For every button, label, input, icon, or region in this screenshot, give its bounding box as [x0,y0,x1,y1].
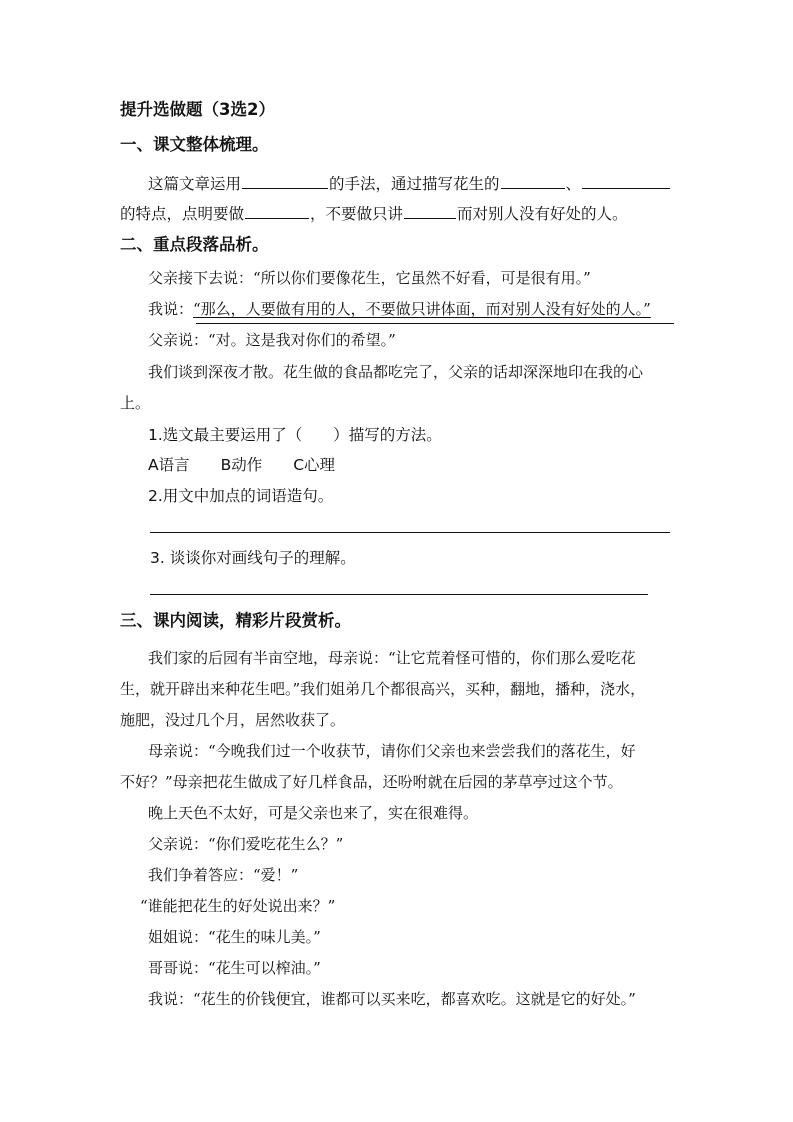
question-3: 3. 谈谈你对画线句子的理解。 [150,549,356,567]
section3-heading: 三、课内阅读，精彩片段赏析。 [120,611,351,630]
reading-line: 生，就开辟出来种花生吧。”我们姐弟几个都很高兴，买种，翻地，播种，浇水， [120,680,646,698]
text: 这篇文章运用 [148,175,242,193]
answer-line-2[interactable] [150,594,648,595]
answer-blank-1[interactable] [242,172,328,189]
reading-line: 父亲说：“你们爱吃花生么？” [148,835,344,853]
answer-blank-2[interactable] [501,172,565,189]
question-1-options: A语言 B动作 C心理 [148,456,336,474]
passage-p4-line1: 我们谈到深夜才散。花生做的食品都吃完了，父亲的话却深深地印在我的心 [148,363,644,381]
page-title: 提升选做题（3选2） [120,100,275,119]
passage-p2 [148,299,651,319]
reading-line: 我们争着答应：“爱！” [148,866,299,884]
reading-line: 不好？”母亲把花生做成了好几样食品，还吩咐就在后园的茅草亭过这个节。 [120,773,623,791]
reading-line: 母亲说：“今晚我们过一个收获节，请你们父亲也来尝尝我们的落花生，好 [148,742,636,760]
answer-line-1[interactable] [150,532,670,533]
double-underline [196,323,674,324]
question-2: 2.用文中加点的词语造句。 [148,487,334,505]
text: 而对别人没有好处的人。 [457,205,628,223]
reading-line: 姐姐说：“花生的味儿美。” [148,928,321,946]
reading-line: 施肥，没过几个月，居然收获了。 [120,711,346,729]
passage-p3: 父亲说：“对。这是我对你们的希望。” [148,331,396,349]
reading-line: “谁能把花生的好处说出来？” [140,897,336,915]
passage-p1: 父亲接下去说：“所以你们要像花生，它虽然不好看，可是很有用。” [148,269,591,287]
section1-heading: 一、课文整体梳理。 [120,135,269,154]
answer-blank-4[interactable] [245,202,309,219]
answer-blank-5[interactable] [404,202,456,219]
passage-p4-line2: 上。 [120,394,151,412]
text: ，不要做只讲 [310,205,404,223]
underlined-sentence: “那么，人要做有用的人，不要做只讲体面，而对别人没有好处的人。” [193,300,651,318]
section1-line1 [148,172,671,194]
text: 的特点，点明要做 [120,205,245,223]
text: 、 [565,175,582,193]
section2-heading: 二、重点段落品析。 [120,235,269,254]
reading-line: 晚上天色不太好，可是父亲也来了，实在很难得。 [148,804,479,822]
question-1: 1.选文最主要运用了（ ）描写的方法。 [148,426,442,444]
reading-line: 哥哥说：“花生可以榨油。” [148,959,321,977]
text: 的手法，通过描写花生的 [329,175,500,193]
text: 我说： [148,300,194,318]
reading-line: 我说：“花生的价钱便宜，谁都可以买来吃，都喜欢吃。这就是它的好处。” [148,990,636,1008]
section1-line2 [120,202,628,224]
answer-blank-3[interactable] [582,172,670,189]
reading-line: 我们家的后园有半亩空地，母亲说：“让它荒着怪可惜的，你们那么爱吃花 [148,649,636,667]
